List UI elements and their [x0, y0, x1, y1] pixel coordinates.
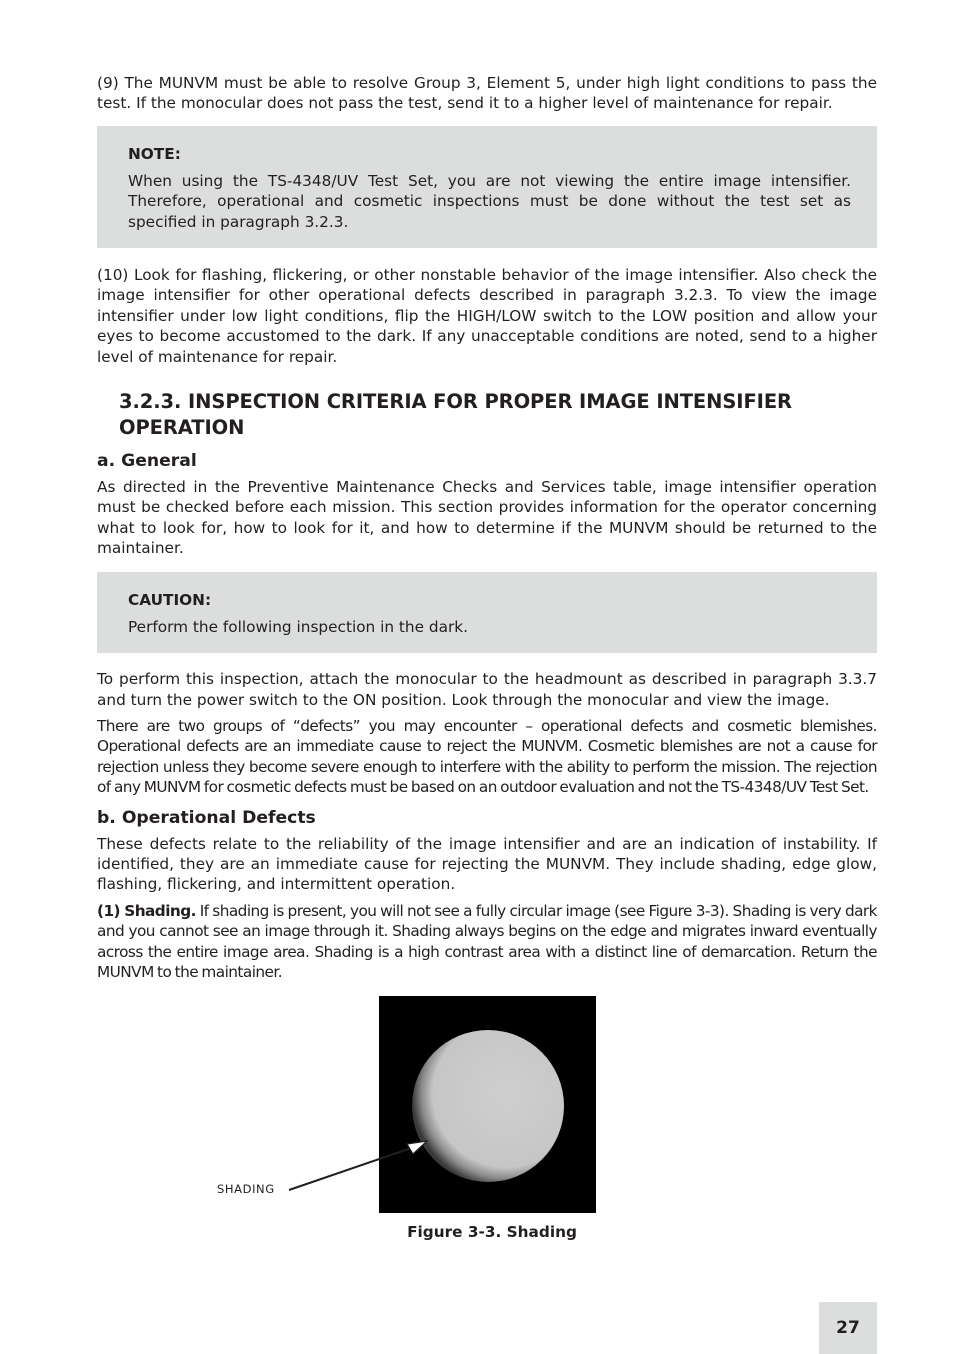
section-heading: 3.2.3. INSPECTION CRITERIA FOR PROPER IMAGE INTENSIFIER OPERATION [119, 390, 792, 440]
note-title: NOTE: [128, 144, 181, 163]
perform-text: To perform this inspection, attach the monocular to the headmount as described in paragraph 3.3.7 and turn the power switch to the ON position. Look through the monocular and view the image. [97, 670, 877, 709]
operational-heading: b. Operational Defects [97, 807, 316, 828]
defects-text: There are two groups of “defects” you may encounter – operational defects and cosmetic blemishes. Operational defects are an immediate cause to reject the MUNVM. Cosmetic blemishes are not a cause for rejection unless they become severe enough to interfere with the ability to perform the mission. The rejection of any MUNVM for cosmetic defects must be based on an outdoor evaluation and not the TS-4348/UV Test Set. [97, 716, 877, 797]
caution-title: CAUTION: [128, 590, 212, 609]
shading-lead: (1) Shading. [97, 901, 196, 920]
figure-shading [97, 996, 877, 1256]
figure-label: SHADING [217, 1182, 275, 1196]
page-content [97, 73, 877, 982]
caution-text: Perform the following inspection in the dark. [128, 617, 468, 636]
figure-caption: Figure 3-3. Shading [407, 1223, 577, 1241]
note-text: When using the TS-4348/UV Test Set, you are not viewing the entire image intensifier. Therefore, operational and cosmetic inspections must be done without the test set as specified in paragraph 3.2.3. [128, 171, 851, 231]
note-box [97, 126, 877, 248]
caution-box [97, 572, 877, 653]
general-heading: a. General [97, 451, 197, 472]
paragraph-9: (9) The MUNVM must be able to resolve Group 3, Element 5, under high light conditions to pass the test. If the monocular does not pass the test, send it to a higher level of maintenance for repair. [97, 74, 877, 113]
paragraph-10: (10) Look for flashing, flickering, or other nonstable behavior of the image intensifier. Also check the image intensifier for other operational defects described in paragraph 3.2.3. To view the image intensifier under low light conditions, flip the HIGH/LOW switch to the LOW position and allow your eyes to become accustomed to the dark. If any unacceptable conditions are noted, send to a higher level of maintenance for repair. [97, 266, 877, 366]
shading-paragraph [97, 901, 877, 983]
arrow-icon [287, 1134, 447, 1194]
operational-text: These defects relate to the reliability of the image intensifier and are an indication of instability. If identified, they are an immediate cause for rejecting the MUNVM. They include shading, edge glow, flashing, flickering, and intermittent operation. [97, 834, 877, 894]
shading-text: If shading is present, you will not see a fully circular image (see Figure 3-3). Shading is very dark and you cannot see an image through it. Shading always begins on the edge and migrates inward eventually across the entire image area. Shading is a high contrast area with a distinct line of demarcation. Return the MUNVM to the maintainer. [97, 901, 877, 981]
page-number: 27 [819, 1302, 877, 1354]
general-text: As directed in the Preventive Maintenance Checks and Services table, image intensifier operation must be checked before each mission. This section provides information for the operator concerning what to look for, how to look for it, and how to determine if the MUNVM should be returned to the maintainer. [97, 478, 877, 558]
